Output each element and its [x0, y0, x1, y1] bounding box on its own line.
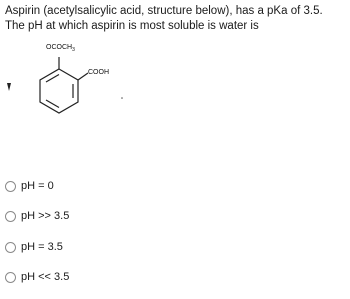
answer-option-label: pH = 0	[21, 180, 54, 192]
answer-option-label: pH << 3.5	[21, 271, 70, 283]
carboxyl-group-label: COOH	[88, 69, 109, 76]
radio-button-1[interactable]	[5, 181, 16, 192]
ester-group-label: $OCOCH_3$	[46, 44, 75, 53]
dot-mark	[121, 97, 123, 99]
answer-option-3[interactable]	[5, 240, 63, 254]
radio-button-4[interactable]	[5, 272, 16, 283]
radio-button-3[interactable]	[5, 242, 16, 253]
answer-option-2[interactable]	[5, 209, 69, 223]
radio-button-2[interactable]	[5, 211, 16, 222]
answer-option-label: pH >> 3.5	[21, 210, 70, 222]
question-text: Aspirin (acetylsalicylic acid, structure below), has a pKa of 3.5. The pH at which aspirin is most soluble is water is	[5, 5, 323, 32]
bond-to-carboxyl	[78, 73, 88, 80]
answer-option-1[interactable]	[5, 179, 54, 193]
answer-option-4[interactable]	[5, 270, 69, 284]
benzene-ring	[40, 69, 78, 113]
aspirin-structure-diagram	[0, 36, 160, 146]
arrow-mark	[7, 83, 11, 91]
answer-option-label: pH = 3.5	[21, 241, 63, 253]
